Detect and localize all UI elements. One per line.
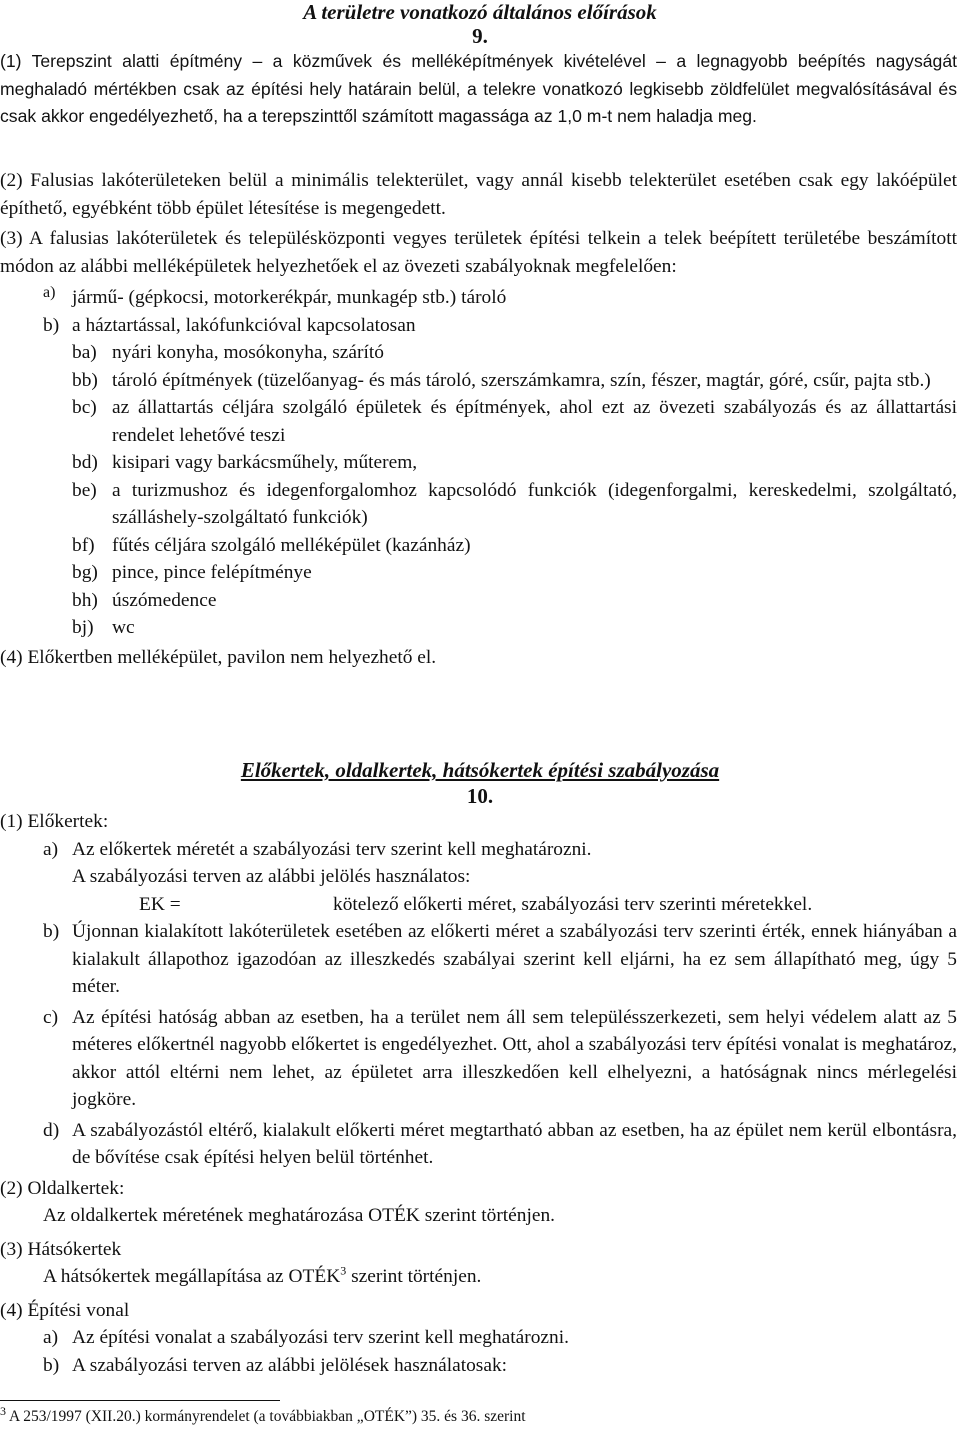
footnote: $^3$ A 253/1997 (XII.20.) kormányrendelet (a továbbiakban „OTÉK”) 35. és 36. szerint <box>0 1403 526 1425</box>
list-item: ba) nyári konyha, mosókonyha, szárító <box>72 342 384 363</box>
list-item: bf) fűtés céljára szolgáló melléképület (kazánház) <box>72 534 471 556</box>
front-yard-heading: (1) Előkertek: <box>0 811 109 832</box>
section-9-title: A területre vonatkozó általános előírások <box>303 0 657 24</box>
list-item: a) Az építési vonalat a szabályozási terv szerint kell meghatározni. <box>43 1327 569 1348</box>
section-9-number: 9. <box>472 24 488 48</box>
rear-yard-heading: (3) Hátsókertek <box>0 1238 122 1260</box>
side-yard-text: Az oldalkertek méretének meghatározása OTÉK szerint történjen. <box>43 1205 556 1226</box>
side-yard-heading: (2) Oldalkertek: <box>0 1177 125 1199</box>
building-sublist <box>72 339 957 642</box>
footnote-ref: 3 <box>340 1263 347 1278</box>
list-item: a) Az előkertek méretét a szabályozási terv szerint kell meghatározni. <box>43 838 592 860</box>
notation-intro: A szabályozási terven az alábbi jelölés használatos: <box>72 866 471 887</box>
front-yard-list <box>43 836 957 1172</box>
list-item: a) jármű- (gépkocsi, motorkerékpár, munkagép stb.) tároló <box>43 284 507 308</box>
list-item: d) A szabályozástól eltérő, kialakult előkerti méret megtartható abban az esetben, ha az épület nem kerül elbontásra, de bővítése csak építési helyen belül történhet. <box>43 1119 957 1168</box>
notation-code: EK = <box>139 893 181 915</box>
building-line-list <box>43 1324 957 1379</box>
footnote-separator <box>0 1400 280 1401</box>
list-item: be) a turizmushoz és idegenforgalomhoz kapcsolódó funkciók (idegenforgalmi, kereskedelmi, szolgáltató, szálláshely-szolgáltató funkciók) <box>72 479 957 528</box>
list-item: b) a háztartással, lakófunkcióval kapcsolatosan <box>43 314 416 336</box>
section-9-paragraph-3: (3) A falusias lakóterületek és településközponti vegyes területek építési telkein a telek beépített területébe beszámított módon az alábbi melléképületek helyezhetőek el az övezeti szabályoknak megfelelően: <box>0 228 957 277</box>
section-9 <box>0 0 960 131</box>
list-item: b) A szabályozási terven az alábbi jelölések használatosak: <box>43 1354 508 1376</box>
list-item: bd) kisipari vagy barkácsműhely, műterem, <box>72 452 418 473</box>
notation-text: kötelező előkerti méret, szabályozási terv szerinti méretekkel. <box>333 893 813 915</box>
notation-row <box>139 891 957 919</box>
list-item: bj) wc <box>72 617 135 638</box>
list-item: b) Újonnan kialakított lakóterületek esetében az előkerti méret a szabályozási terv szerinti érték, ennek hiányában a kialakult állapothoz igazodóan az illeszkedés szabályai szerint kell eljárni, ha ez sem állapítható meg, úgy 5 méter. <box>43 921 957 997</box>
section-10 <box>0 758 960 808</box>
list-item: bc) az állattartás céljára szolgáló épületek és építmények, ahol ezt az övezeti szabályozás és az állattartási rendelet lehetővé teszi <box>72 397 957 446</box>
section-9-paragraph-4: (4) Előkertben melléképület, pavilon nem helyezhető el. <box>0 646 437 668</box>
section-9-body <box>0 167 957 671</box>
list-item: bh) úszómedence <box>72 589 217 611</box>
section-9-paragraph-2: (2) Falusias lakóterületeken belül a minimális telekterület, vagy annál kisebb telekterület esetében csak egy lakóépület építhető, egyébként több épület létesítése is megengedett. <box>0 170 957 219</box>
rear-yard-text: A hátsókertek megállapítása az OTÉK$^3$ szerint történjen. <box>43 1263 482 1287</box>
section-10-title: Előkertek, oldalkertek, hátsókertek építési szabályozása <box>240 758 720 782</box>
list-item: c) Az építési hatóság abban az esetben, ha a terület nem áll sem településszerkezeti, sem helyi védelem alatt az 5 méteres előkertnél nagyobb előkertet is engedélyezhet. Ott, ahol a szabályozási terv építési vonalat is meghatároz, akkor attól eltérni nem lehet, az épületet arra illeszkedően kell elhelyezni, a hatóságnak nincs mérlegelési jogköre. <box>43 1006 957 1110</box>
building-line-heading: (4) Építési vonal <box>0 1299 130 1321</box>
building-list <box>43 284 957 339</box>
section-10-number: 10. <box>466 784 494 808</box>
list-item: bb) tároló építmények (tüzelőanyag- és más tároló, szerszámkamra, szín, fészer, magtár, góré, csűr, pajta stb.) <box>72 369 931 391</box>
list-item: bg) pince, pince felépítménye <box>72 562 312 583</box>
section-10-body <box>0 808 957 1379</box>
section-9-paragraph-1: (1) Terepszint alatti építmény – a közművek és melléképítmények kivételével – a legnagyobb beépítés nagyságát meghaladó mértékben csak az építési hely határain belül, a telekre vonatkozó legkisebb zöldfelület megvalósításával és csak akkor engedélyezhető, ha a terepszinttől számított magassága az 1,0 m-t nem haladja meg. <box>0 51 957 126</box>
